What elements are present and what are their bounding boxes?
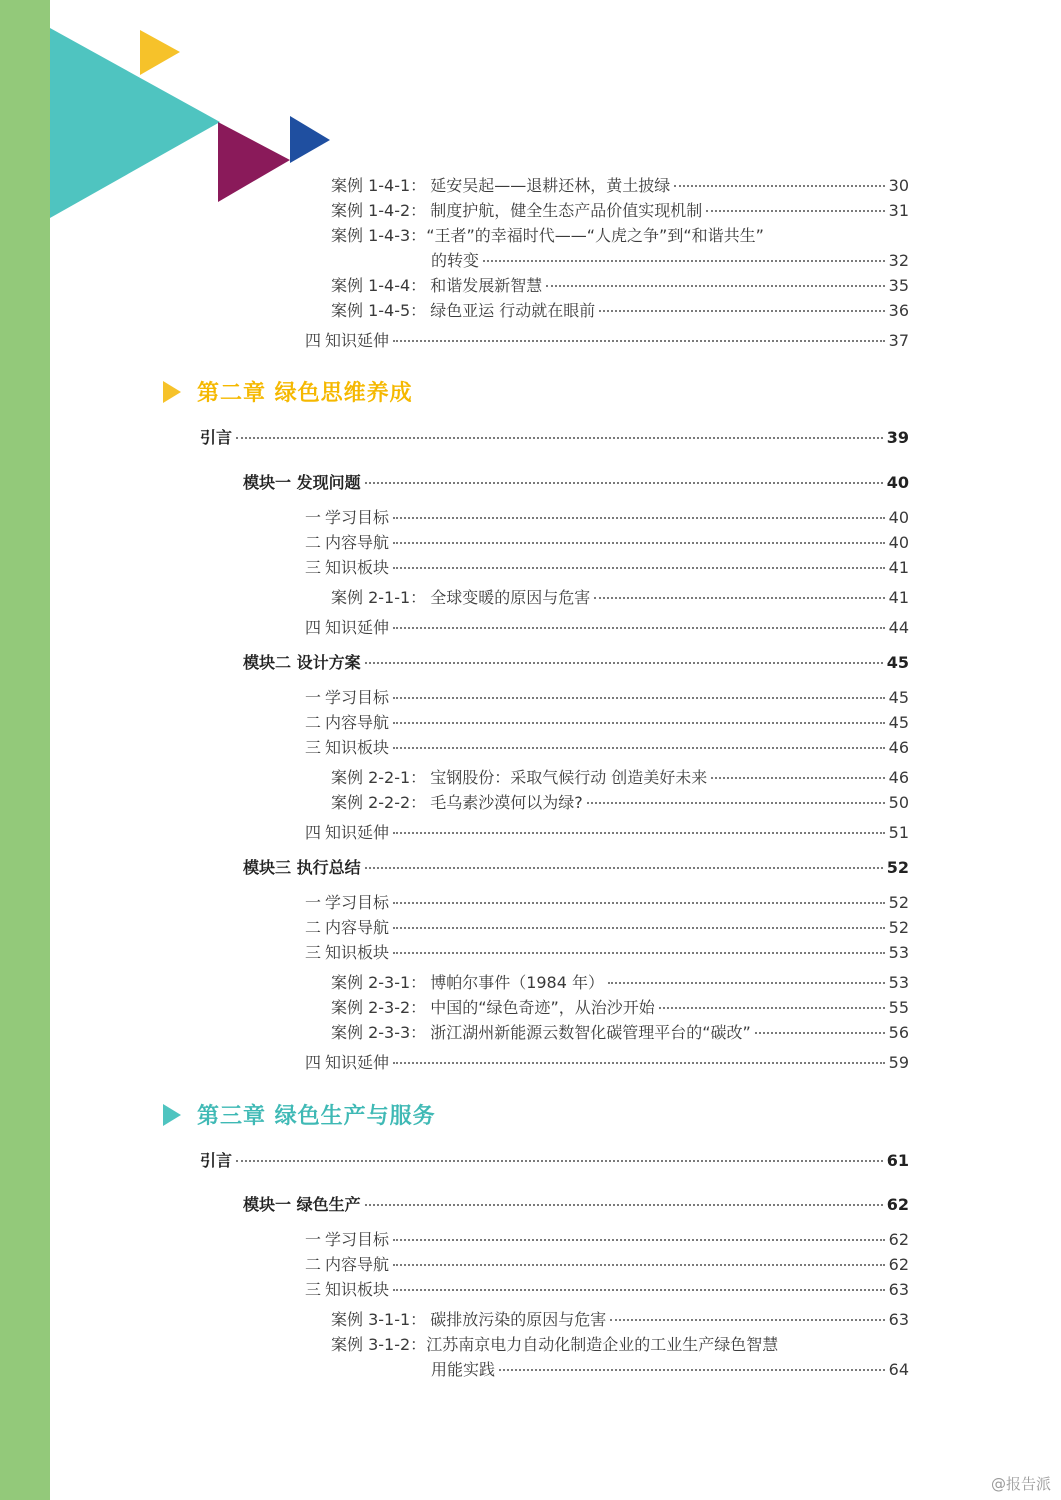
yellow-triangle — [140, 30, 180, 75]
chapter-heading[interactable]: 第三章 绿色生产与服务 — [163, 1099, 436, 1130]
toc-entry[interactable]: 案例 1-4-1： 延安吴起——退耕还林，黄土披绿 30 — [331, 176, 909, 195]
toc-entry[interactable]: 四 知识延伸 37 — [305, 331, 909, 350]
toc-case[interactable]: 案例 2-1-1： 全球变暖的原因与危害 41 — [331, 588, 909, 607]
teal-triangle — [50, 28, 220, 218]
toc-module[interactable]: 模块三 执行总结 52 — [243, 858, 909, 877]
toc-entry[interactable]: 三 知识板块 63 — [305, 1280, 909, 1299]
toc-case[interactable]: 案例 2-3-2： 中国的“绿色奇迹”，从治沙开始 55 — [331, 998, 909, 1017]
toc-entry[interactable]: 案例 1-4-2： 制度护航，健全生态产品价值实现机制 31 — [331, 201, 909, 220]
toc-entry[interactable]: 一 学习目标 45 — [305, 688, 909, 707]
toc-entry[interactable]: 三 知识板块 53 — [305, 943, 909, 962]
chapter-heading[interactable]: 第二章 绿色思维养成 — [163, 376, 413, 407]
toc-case[interactable]: 案例 2-2-2： 毛乌素沙漠何以为绿? 50 — [331, 793, 909, 812]
toc-module[interactable]: 模块二 设计方案 45 — [243, 653, 909, 672]
toc-entry-continued[interactable]: 的转变 32 — [431, 251, 909, 270]
toc-entry[interactable]: 一 学习目标 62 — [305, 1230, 909, 1249]
corner-triangles-decoration — [50, 0, 340, 230]
left-green-bar — [0, 0, 50, 1500]
toc-entry[interactable]: 案例 1-4-4： 和谐发展新智慧 35 — [331, 276, 909, 295]
toc-intro[interactable]: 引言 39 — [200, 428, 909, 447]
toc-entry[interactable]: 四 知识延伸 44 — [305, 618, 909, 637]
toc-entry-first-line[interactable]: 案例 1-4-3：“王者”的幸福时代——“人虎之争”到“和谐共生” — [331, 226, 764, 245]
toc-entry[interactable]: 三 知识板块 46 — [305, 738, 909, 757]
toc-case[interactable]: 案例 2-3-1： 博帕尔事件（1984 年） 53 — [331, 973, 909, 992]
toc-entry[interactable]: 二 内容导航 45 — [305, 713, 909, 732]
toc-entry[interactable]: 一 学习目标 52 — [305, 893, 909, 912]
watermark: @报告派 — [990, 1475, 1051, 1493]
purple-triangle — [218, 122, 290, 202]
toc-case[interactable]: 案例 2-3-3： 浙江湖州新能源云数智化碳管理平台的“碳改” 56 — [331, 1023, 909, 1042]
chapter-arrow-icon — [163, 1104, 181, 1126]
toc-module[interactable]: 模块一 绿色生产 62 — [243, 1195, 909, 1214]
toc-module[interactable]: 模块一 发现问题 40 — [243, 473, 909, 492]
toc-entry[interactable]: 二 内容导航 62 — [305, 1255, 909, 1274]
toc-entry[interactable]: 四 知识延伸 59 — [305, 1053, 909, 1072]
toc-intro[interactable]: 引言 61 — [200, 1151, 909, 1170]
toc-case[interactable]: 案例 2-2-1： 宝钢股份：采取气候行动 创造美好未来 46 — [331, 768, 909, 787]
toc-case[interactable]: 案例 3-1-1： 碳排放污染的原因与危害 63 — [331, 1310, 909, 1329]
chapter-arrow-icon — [163, 381, 181, 403]
toc-entry[interactable]: 四 知识延伸 51 — [305, 823, 909, 842]
toc-entry[interactable]: 一 学习目标 40 — [305, 508, 909, 527]
toc-case-continued[interactable]: 用能实践 64 — [431, 1360, 909, 1379]
toc-case-first-line[interactable]: 案例 3-1-2：江苏南京电力自动化制造企业的工业生产绿色智慧 — [331, 1335, 779, 1354]
toc-entry[interactable]: 二 内容导航 52 — [305, 918, 909, 937]
toc-entry[interactable]: 案例 1-4-5： 绿色亚运 行动就在眼前 36 — [331, 301, 909, 320]
toc-entry[interactable]: 二 内容导航 40 — [305, 533, 909, 552]
toc-entry[interactable]: 三 知识板块 41 — [305, 558, 909, 577]
blue-triangle — [290, 116, 330, 163]
